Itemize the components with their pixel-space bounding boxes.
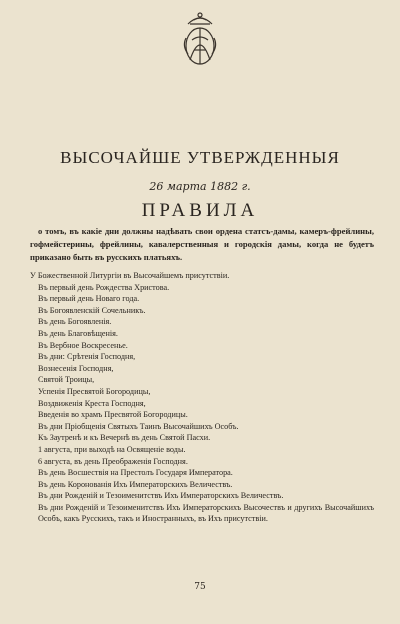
intro-paragraph: о томъ, въ какіе дни должны надѣвать свои ордена статсъ-дамы, камеръ-фрейлины, гофмейстерины, фрейлины, кавалерственныя и городскія дамы, когда не будетъ приказано быть въ русскихъ платьяхъ. <box>30 226 374 262</box>
document-title: ВЫСОЧАЙШЕ УТВЕРЖДЕННЫЯ <box>60 148 340 167</box>
list-item: Въ день Коронованія Ихъ Императорскихъ Величествъ. <box>38 479 233 489</box>
list-item: Въ первый день Новаго года. <box>38 294 140 304</box>
list-item: Успенія Пресвятой Богородицы, <box>38 386 151 396</box>
list-item: Воздвиженія Креста Господня, <box>38 398 146 408</box>
list-item: Въ дни: Срѣтенія Господня, <box>38 352 136 362</box>
list-item: Въ Вербное Воскресенье. <box>38 340 128 350</box>
page-number: 75 <box>194 582 206 592</box>
list-item: Въ день Восшествія на Престолъ Государя Императора. <box>38 468 233 478</box>
occasions-list <box>30 270 374 525</box>
list-item: 6 августа, въ день Преображенія Господня. <box>38 456 188 466</box>
list-item: 1 августа, при выходѣ на Освященіе воды. <box>38 444 186 454</box>
list-item: Въ дни Рожденій и Тезоименитствъ Ихъ Императорскихъ Величествъ. <box>38 491 284 501</box>
document-heading: ПРАВИЛА <box>141 200 259 221</box>
list-item: Вознесенія Господня, <box>38 363 114 373</box>
list-item: Въ первый день Рождества Христова. <box>38 282 170 292</box>
list-item: Въ день Богоявленія. <box>38 317 112 327</box>
document-date: 26 марта 1882 г. <box>149 180 251 193</box>
list-item: Въ Богоявленскій Сочельникъ. <box>38 305 146 315</box>
list-item: Введенія во храмъ Пресвятой Богородицы. <box>38 410 188 420</box>
imperial-monogram-icon <box>172 10 228 70</box>
list-item: У Божественной Литургіи въ Высочайшемъ присутствіи. <box>30 271 230 280</box>
list-item: Въ дни Рожденій и Тезоименитствъ Ихъ Императорскихъ Высочествъ и другихъ Высочайшихъ Особъ, какъ Русскихъ, такъ и Иностранныхъ, въ Ихъ присутствіи. <box>38 502 374 524</box>
list-item: Къ Заутренѣ и къ Вечернѣ въ день Святой Пасхи. <box>38 433 211 443</box>
list-item: Святой Троицы, <box>38 375 95 385</box>
list-item: Въ день Благовѣщенія. <box>38 328 118 338</box>
list-item: Въ дни Пріобщенія Святыхъ Таинъ Высочайшихъ Особъ. <box>38 421 239 431</box>
